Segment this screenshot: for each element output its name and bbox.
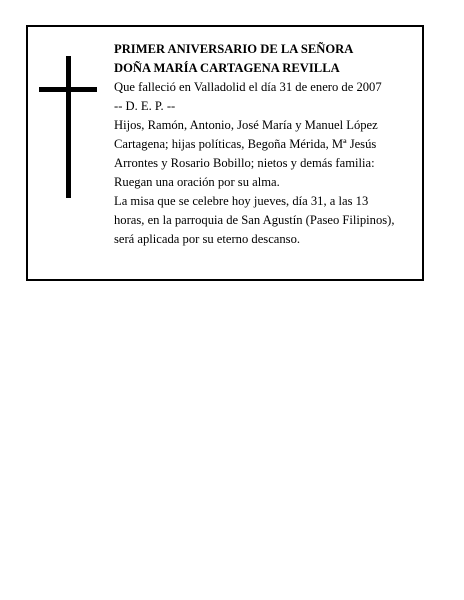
family-line-3: Arrontes y Rosario Bobillo; nietos y demás familia: xyxy=(114,156,375,170)
prayer-line: Ruegan una oración por su alma. xyxy=(114,175,280,189)
family-line-2: Cartagena; hijas políticas, Begoña Mérida, Mª Jesús xyxy=(114,137,377,151)
obituary-notice xyxy=(26,25,424,281)
cross-vertical-bar xyxy=(66,56,71,198)
heading-line-2: DOÑA MARÍA CARTAGENA REVILLA xyxy=(114,61,340,75)
cross-icon xyxy=(39,56,97,198)
mass-line-1: La misa que se celebre hoy jueves, día 31, a las 13 xyxy=(114,194,369,208)
rip-line: -- D. E. P. -- xyxy=(114,99,176,113)
cross-horizontal-bar xyxy=(39,87,97,92)
heading-line-1: PRIMER ANIVERSARIO DE LA SEÑORA xyxy=(114,42,354,56)
mass-line-2: horas, en la parroquia de San Agustín (Paseo Filipinos), xyxy=(114,213,395,227)
death-date-line: Que falleció en Valladolid el día 31 de enero de 2007 xyxy=(114,80,382,94)
notice-text xyxy=(114,40,424,249)
family-line-1: Hijos, Ramón, Antonio, José María y Manuel López xyxy=(114,118,378,132)
mass-line-3: será aplicada por su eterno descanso. xyxy=(114,232,301,246)
